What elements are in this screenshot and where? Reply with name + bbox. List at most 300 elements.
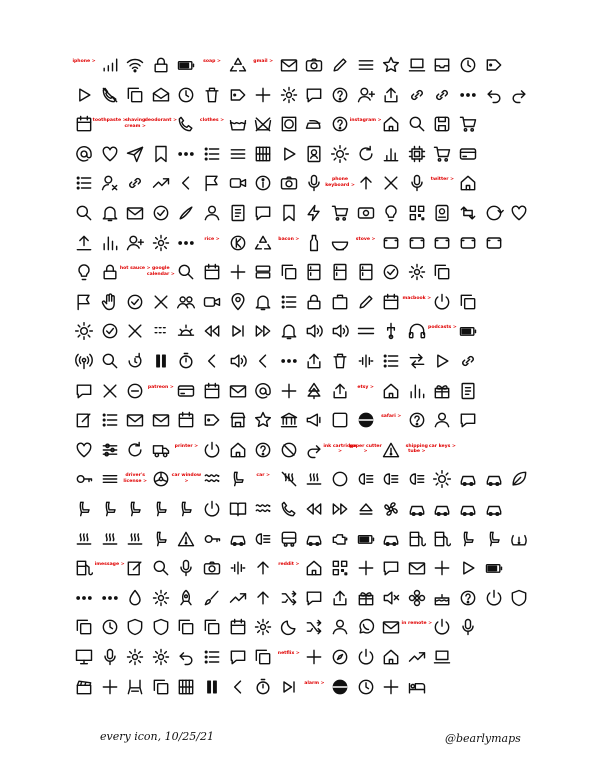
chat-icon bbox=[378, 555, 404, 581]
plus-icon bbox=[97, 674, 123, 700]
lock-icon bbox=[301, 289, 327, 315]
heat-icon bbox=[301, 466, 327, 492]
sun-icon bbox=[71, 318, 97, 344]
fan-icon bbox=[378, 496, 404, 522]
chair-icon bbox=[122, 674, 148, 700]
wash-icon bbox=[225, 111, 251, 137]
at-icon bbox=[71, 141, 97, 167]
gear-icon bbox=[148, 230, 174, 256]
menu-icon bbox=[225, 141, 251, 167]
user-icon bbox=[199, 200, 225, 226]
rewind-icon bbox=[301, 496, 327, 522]
fuel-icon bbox=[404, 526, 430, 552]
clock-icon bbox=[97, 614, 123, 640]
phone-mute-icon bbox=[97, 82, 123, 108]
qr-icon bbox=[327, 555, 353, 581]
label-driver-s-license: driver's license > bbox=[123, 473, 147, 484]
car-icon bbox=[225, 526, 251, 552]
link-icon bbox=[404, 82, 430, 108]
clapper-icon bbox=[71, 674, 97, 700]
fridge-icon bbox=[327, 259, 353, 285]
check-icon bbox=[378, 259, 404, 285]
flag-icon bbox=[199, 170, 225, 196]
more-icon bbox=[97, 585, 123, 611]
label-google-calendar: google calendar > bbox=[146, 266, 175, 277]
pencil-icon bbox=[353, 289, 379, 315]
fuel-icon bbox=[71, 555, 97, 581]
brush-icon bbox=[199, 585, 225, 611]
mail-icon bbox=[225, 378, 251, 404]
lock-icon bbox=[148, 52, 174, 78]
seat-icon bbox=[173, 496, 199, 522]
battery-icon bbox=[173, 52, 199, 78]
car-icon bbox=[404, 496, 430, 522]
frame-icon bbox=[481, 230, 507, 256]
mail-icon bbox=[122, 200, 148, 226]
power-icon bbox=[481, 585, 507, 611]
card-icon bbox=[173, 378, 199, 404]
trend-icon bbox=[225, 585, 251, 611]
bell-icon bbox=[276, 318, 302, 344]
tag-icon bbox=[481, 52, 507, 78]
volume-icon bbox=[301, 318, 327, 344]
laptop-icon bbox=[429, 644, 455, 670]
frame-icon bbox=[378, 230, 404, 256]
flag-icon bbox=[71, 289, 97, 315]
label-etsy: etsy > bbox=[357, 384, 374, 390]
contact-icon bbox=[301, 141, 327, 167]
drop-icon bbox=[122, 585, 148, 611]
gift-icon bbox=[429, 378, 455, 404]
home-icon bbox=[378, 644, 404, 670]
grid-icon bbox=[173, 674, 199, 700]
undo-icon bbox=[481, 82, 507, 108]
search-icon bbox=[404, 111, 430, 137]
skip-icon bbox=[276, 674, 302, 700]
label-netflix: netflix > bbox=[277, 651, 300, 656]
car-icon bbox=[301, 526, 327, 552]
grid-icon bbox=[250, 141, 276, 167]
list-icon bbox=[276, 289, 302, 315]
user-icon bbox=[429, 407, 455, 433]
eject-icon bbox=[353, 496, 379, 522]
star-icon bbox=[250, 407, 276, 433]
copy-icon bbox=[148, 674, 174, 700]
frame-icon bbox=[429, 230, 455, 256]
badge-icon bbox=[429, 200, 455, 226]
leaf-icon bbox=[506, 466, 532, 492]
no-heat-icon bbox=[276, 466, 302, 492]
sun-icon bbox=[327, 141, 353, 167]
copy-icon bbox=[173, 614, 199, 640]
lights-icon bbox=[404, 466, 430, 492]
recycle-icon bbox=[250, 230, 276, 256]
bed-icon bbox=[404, 674, 430, 700]
label-printer: printer > bbox=[174, 443, 199, 449]
label-macbook: macbook > bbox=[402, 295, 432, 301]
chat-icon bbox=[250, 200, 276, 226]
chat-icon bbox=[301, 82, 327, 108]
volume-icon bbox=[225, 348, 251, 374]
usb-icon bbox=[378, 318, 404, 344]
label-patreon: patreon > bbox=[147, 384, 174, 390]
user-icon bbox=[327, 614, 353, 640]
note-icon bbox=[455, 378, 481, 404]
video-icon bbox=[225, 170, 251, 196]
wave-icon bbox=[199, 466, 225, 492]
compass-icon bbox=[327, 644, 353, 670]
loop-icon bbox=[481, 200, 507, 226]
car-icon bbox=[481, 496, 507, 522]
back-icon bbox=[199, 348, 225, 374]
cart-icon bbox=[429, 141, 455, 167]
pause-icon bbox=[199, 674, 225, 700]
label-podcasts: podcasts > bbox=[428, 325, 457, 331]
up-icon bbox=[353, 170, 379, 196]
bars-icon bbox=[404, 378, 430, 404]
monitor-icon bbox=[71, 644, 97, 670]
help-icon bbox=[327, 82, 353, 108]
tire-icon bbox=[506, 526, 532, 552]
laptop-icon bbox=[404, 52, 430, 78]
store-icon bbox=[225, 407, 251, 433]
engine-icon bbox=[327, 526, 353, 552]
plus-icon bbox=[429, 555, 455, 581]
calendar-icon bbox=[173, 407, 199, 433]
label-iphone: iphone > bbox=[72, 59, 96, 64]
note-icon bbox=[225, 200, 251, 226]
mail-icon bbox=[378, 614, 404, 640]
cpu-icon bbox=[404, 141, 430, 167]
label-shaving-cream: shaving cream > bbox=[124, 118, 146, 129]
plus-icon bbox=[301, 644, 327, 670]
trend-icon bbox=[404, 644, 430, 670]
copy-icon bbox=[276, 259, 302, 285]
close-icon bbox=[378, 170, 404, 196]
close-icon bbox=[148, 289, 174, 315]
battery-icon bbox=[353, 526, 379, 552]
cart-icon bbox=[455, 111, 481, 137]
share-icon bbox=[327, 378, 353, 404]
hand-icon bbox=[97, 289, 123, 315]
label-deodorant: deodorant > bbox=[144, 118, 177, 124]
share-icon bbox=[301, 348, 327, 374]
camera-icon bbox=[276, 170, 302, 196]
play-icon bbox=[71, 82, 97, 108]
mic-icon bbox=[97, 644, 123, 670]
gear-icon bbox=[122, 644, 148, 670]
label-instagram: instagram > bbox=[349, 118, 382, 124]
label-hot-sauce: hot sauce > bbox=[119, 266, 151, 272]
save-icon bbox=[429, 111, 455, 137]
book-icon bbox=[225, 496, 251, 522]
broadcast-icon bbox=[71, 348, 97, 374]
link-icon bbox=[429, 82, 455, 108]
lights-icon bbox=[378, 466, 404, 492]
undo-icon bbox=[173, 644, 199, 670]
heart-icon bbox=[71, 437, 97, 463]
battery-icon bbox=[455, 318, 481, 344]
volume-icon bbox=[327, 318, 353, 344]
star-icon bbox=[378, 52, 404, 78]
chat-icon bbox=[455, 407, 481, 433]
chat-icon bbox=[71, 378, 97, 404]
label-phone-keyboard: phone keyboard > bbox=[325, 177, 355, 188]
plus-icon bbox=[250, 82, 276, 108]
money-icon bbox=[353, 200, 379, 226]
seat-icon bbox=[148, 526, 174, 552]
no-wash-icon bbox=[250, 111, 276, 137]
bulb-icon bbox=[71, 259, 97, 285]
shield-icon bbox=[122, 614, 148, 640]
timer-icon bbox=[173, 348, 199, 374]
list-icon bbox=[199, 644, 225, 670]
caption-text: every icon, 10/25/21 bbox=[100, 730, 214, 743]
up-icon bbox=[250, 555, 276, 581]
info-icon bbox=[250, 170, 276, 196]
refresh-icon bbox=[353, 141, 379, 167]
key-icon bbox=[199, 526, 225, 552]
link-icon bbox=[122, 170, 148, 196]
refresh-icon bbox=[122, 437, 148, 463]
label-alarm: alarm > bbox=[304, 680, 325, 686]
label-paper-cutter: paper cutter > bbox=[349, 443, 382, 455]
seat-icon bbox=[225, 466, 251, 492]
handle-text: @bearlymaps bbox=[445, 732, 521, 745]
heat-icon bbox=[97, 526, 123, 552]
clock-icon bbox=[353, 674, 379, 700]
play-icon bbox=[455, 555, 481, 581]
mail-icon bbox=[276, 52, 302, 78]
label-bacon: bacon > bbox=[278, 236, 300, 242]
label-car-window: car window > bbox=[171, 473, 202, 484]
car-icon bbox=[455, 466, 481, 492]
moon-icon bbox=[276, 614, 302, 640]
tree-icon bbox=[301, 378, 327, 404]
calendar-icon bbox=[199, 378, 225, 404]
trash-icon bbox=[199, 82, 225, 108]
play-icon bbox=[276, 141, 302, 167]
rocket-icon bbox=[173, 585, 199, 611]
bulb-icon bbox=[378, 200, 404, 226]
mic-icon bbox=[404, 170, 430, 196]
tag-icon bbox=[225, 82, 251, 108]
calendar-icon bbox=[225, 614, 251, 640]
calendar-icon bbox=[378, 289, 404, 315]
flower-icon bbox=[404, 585, 430, 611]
cancel-icon bbox=[276, 437, 302, 463]
copy-icon bbox=[455, 289, 481, 315]
plus-icon bbox=[353, 555, 379, 581]
shuffle-icon bbox=[301, 614, 327, 640]
upload-icon bbox=[71, 230, 97, 256]
trend-icon bbox=[148, 170, 174, 196]
edit-icon bbox=[71, 407, 97, 433]
shield-icon bbox=[506, 585, 532, 611]
copy-icon bbox=[429, 259, 455, 285]
mail-icon bbox=[404, 555, 430, 581]
search-icon bbox=[71, 200, 97, 226]
pause-icon bbox=[148, 348, 174, 374]
bar-chart-icon bbox=[378, 141, 404, 167]
plus-icon bbox=[225, 259, 251, 285]
car-icon bbox=[481, 466, 507, 492]
check-icon bbox=[97, 318, 123, 344]
seat-icon bbox=[97, 496, 123, 522]
seat-icon bbox=[122, 496, 148, 522]
calendar-icon bbox=[71, 111, 97, 137]
gear-icon bbox=[404, 259, 430, 285]
chat-icon bbox=[301, 585, 327, 611]
shuffle-icon bbox=[276, 585, 302, 611]
more-icon bbox=[173, 141, 199, 167]
copy-icon bbox=[71, 614, 97, 640]
lights-icon bbox=[250, 526, 276, 552]
car-icon bbox=[429, 496, 455, 522]
label-gmail: gmail > bbox=[253, 59, 274, 64]
edit-icon bbox=[122, 555, 148, 581]
home-icon bbox=[455, 170, 481, 196]
back-icon bbox=[250, 348, 276, 374]
seat-icon bbox=[71, 496, 97, 522]
check-icon bbox=[148, 200, 174, 226]
gear-icon bbox=[276, 82, 302, 108]
close-icon bbox=[97, 378, 123, 404]
calendar-icon bbox=[199, 259, 225, 285]
gear-icon bbox=[148, 585, 174, 611]
pen-icon bbox=[173, 200, 199, 226]
user-off-icon bbox=[97, 170, 123, 196]
bell-icon bbox=[250, 289, 276, 315]
more-icon bbox=[173, 230, 199, 256]
cake-icon bbox=[429, 585, 455, 611]
gear-icon bbox=[148, 644, 174, 670]
at-icon bbox=[250, 378, 276, 404]
car-icon bbox=[455, 496, 481, 522]
more-icon bbox=[276, 348, 302, 374]
label-twitter: twitter > bbox=[430, 177, 455, 183]
bag-icon bbox=[327, 289, 353, 315]
plus-icon bbox=[378, 674, 404, 700]
dryer-icon bbox=[276, 111, 302, 137]
bookmark-icon bbox=[276, 200, 302, 226]
plus-icon bbox=[276, 378, 302, 404]
power-icon bbox=[429, 289, 455, 315]
user-add-icon bbox=[122, 230, 148, 256]
trash-icon bbox=[327, 348, 353, 374]
send-icon bbox=[122, 141, 148, 167]
skip-icon bbox=[225, 318, 251, 344]
wave-icon bbox=[250, 496, 276, 522]
home-icon bbox=[378, 378, 404, 404]
list-icon bbox=[199, 141, 225, 167]
mail-icon bbox=[148, 407, 174, 433]
bars-icon bbox=[97, 230, 123, 256]
check-icon bbox=[122, 289, 148, 315]
frame-icon bbox=[404, 230, 430, 256]
sliders-icon bbox=[97, 437, 123, 463]
shield-icon bbox=[148, 614, 174, 640]
bolt-icon bbox=[301, 200, 327, 226]
phone-icon bbox=[173, 111, 199, 137]
minus-icon bbox=[122, 378, 148, 404]
cart-icon bbox=[327, 200, 353, 226]
audio-icon bbox=[225, 555, 251, 581]
heat-icon bbox=[122, 526, 148, 552]
home-icon bbox=[225, 437, 251, 463]
car-icon bbox=[378, 526, 404, 552]
ff-icon bbox=[327, 496, 353, 522]
back-icon bbox=[225, 674, 251, 700]
heart-icon bbox=[506, 200, 532, 226]
key-icon bbox=[71, 466, 97, 492]
help-icon bbox=[455, 585, 481, 611]
clock-icon bbox=[455, 52, 481, 78]
label-reddit: reddit > bbox=[278, 562, 300, 568]
label-toothpaste: toothpaste > bbox=[92, 118, 127, 124]
share-icon bbox=[327, 585, 353, 611]
heat-icon bbox=[71, 526, 97, 552]
mail-icon bbox=[122, 407, 148, 433]
retweet-icon bbox=[455, 200, 481, 226]
tag-icon bbox=[199, 407, 225, 433]
ff-icon bbox=[250, 318, 276, 344]
tray-icon bbox=[429, 52, 455, 78]
audio-icon bbox=[353, 348, 379, 374]
arrows-icon bbox=[404, 348, 430, 374]
video-icon bbox=[199, 289, 225, 315]
lock-icon bbox=[97, 259, 123, 285]
dots-icon bbox=[148, 318, 174, 344]
server-icon bbox=[250, 259, 276, 285]
camera-icon bbox=[199, 555, 225, 581]
seat-icon bbox=[148, 496, 174, 522]
mic-icon bbox=[173, 555, 199, 581]
label-shipping-tube: shipping tube > bbox=[405, 443, 428, 455]
bottle-icon bbox=[301, 230, 327, 256]
pencil-icon bbox=[327, 52, 353, 78]
seat-icon bbox=[481, 526, 507, 552]
power-icon bbox=[199, 437, 225, 463]
label-ink-cartridge: ink cartridge > bbox=[323, 443, 357, 455]
label-clothes: clothes > bbox=[199, 118, 225, 124]
headphone-icon bbox=[404, 318, 430, 344]
warning-icon bbox=[173, 526, 199, 552]
label-car-keys: car keys > bbox=[428, 443, 456, 449]
rewind-icon bbox=[199, 318, 225, 344]
bus-icon bbox=[276, 526, 302, 552]
seat-icon bbox=[455, 526, 481, 552]
list-icon bbox=[378, 348, 404, 374]
power-icon bbox=[199, 496, 225, 522]
share-icon bbox=[378, 82, 404, 108]
battery-icon bbox=[481, 555, 507, 581]
home-icon bbox=[378, 111, 404, 137]
heart-icon bbox=[97, 141, 123, 167]
label-safari: safari > bbox=[381, 414, 402, 420]
copy-icon bbox=[250, 644, 276, 670]
help-icon bbox=[404, 407, 430, 433]
label-soap: soap > bbox=[203, 59, 221, 64]
clock-icon bbox=[173, 82, 199, 108]
qr-icon bbox=[404, 200, 430, 226]
help-icon bbox=[327, 111, 353, 137]
gift-icon bbox=[353, 585, 379, 611]
search-icon bbox=[148, 555, 174, 581]
sun-icon bbox=[429, 466, 455, 492]
bell-icon bbox=[97, 200, 123, 226]
lights-icon bbox=[353, 466, 379, 492]
